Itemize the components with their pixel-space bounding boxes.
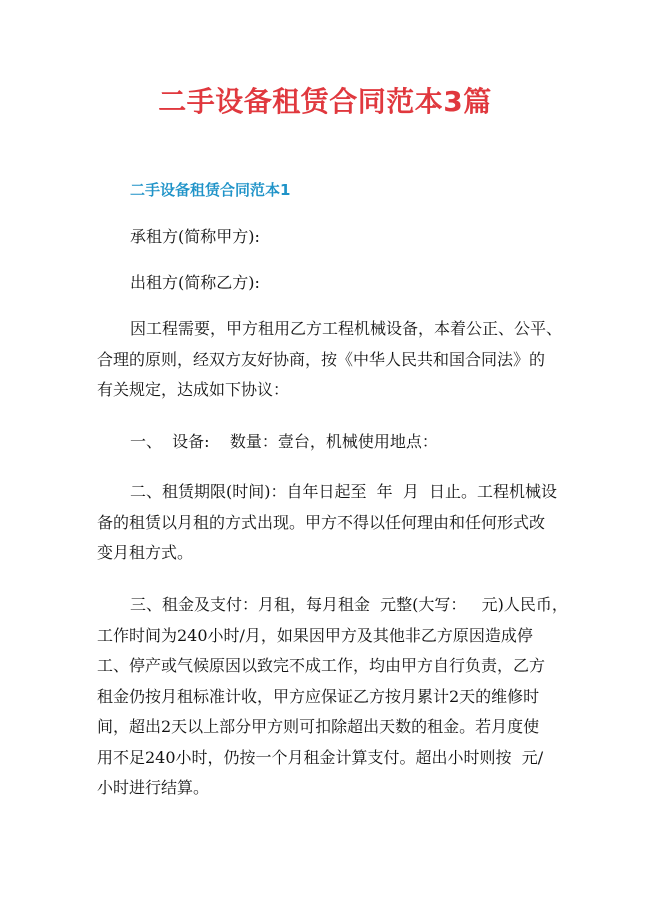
- paragraph-line: 变月租方式。: [97, 543, 194, 562]
- clause-2-paragraph: [97, 477, 557, 569]
- clause-3-paragraph: [97, 590, 568, 804]
- lessee-line: [97, 222, 557, 253]
- document-title: 二手设备租赁合同范本3篇: [158, 85, 492, 118]
- paragraph-line: 一、 设备: 数量：壹台，机械使用地点：: [130, 432, 438, 451]
- paragraph-line: 用不足240小时，仍按一个月租金计算支付。超出小时则按 元/: [97, 747, 544, 767]
- paragraph-line: 有关规定，达成如下协议：: [97, 380, 290, 399]
- lessor-line: [97, 268, 557, 299]
- clause-1-paragraph: [97, 427, 557, 458]
- paragraph-line: 备的租赁以月租的方式出现。甲方不得以任何理由和任何形式改: [97, 512, 546, 532]
- preamble-paragraph: [97, 314, 563, 406]
- paragraph-line: 合理的原则，经双方友好协商，按《中华人民共和国合同法》的: [97, 349, 546, 369]
- section-heading: 二手设备租赁合同范本1: [130, 181, 291, 199]
- paragraph-line: 租金仍按月租标准计收，甲方应保证乙方按月累计2天的维修时: [97, 686, 540, 706]
- paragraph-line: 工作时间为240小时/月，如果因甲方及其他非乙方原因造成停: [97, 625, 533, 645]
- lessee-text: 承租方(简称甲方):: [130, 227, 260, 246]
- paragraph-line: 二、租赁期限(时间)：自年日起至 年 月 日止。工程机械设: [130, 482, 558, 501]
- paragraph-line: 因工程需要，甲方租用乙方工程机械设备，本着公正、公平、: [130, 319, 563, 338]
- lessor-text: 出租方(简称乙方):: [130, 273, 260, 292]
- paragraph-line: 三、租金及支付：月租，每月租金 元整(大写： 元)人民币，: [130, 595, 568, 614]
- paragraph-line: 间，超出2天以上部分甲方则可扣除超出天数的租金。若月度使: [97, 717, 540, 736]
- paragraph-line: 小时进行结算。: [97, 778, 210, 797]
- paragraph-line: 工、停产或气候原因以致完不成工作，均由甲方自行负责，乙方: [97, 656, 546, 675]
